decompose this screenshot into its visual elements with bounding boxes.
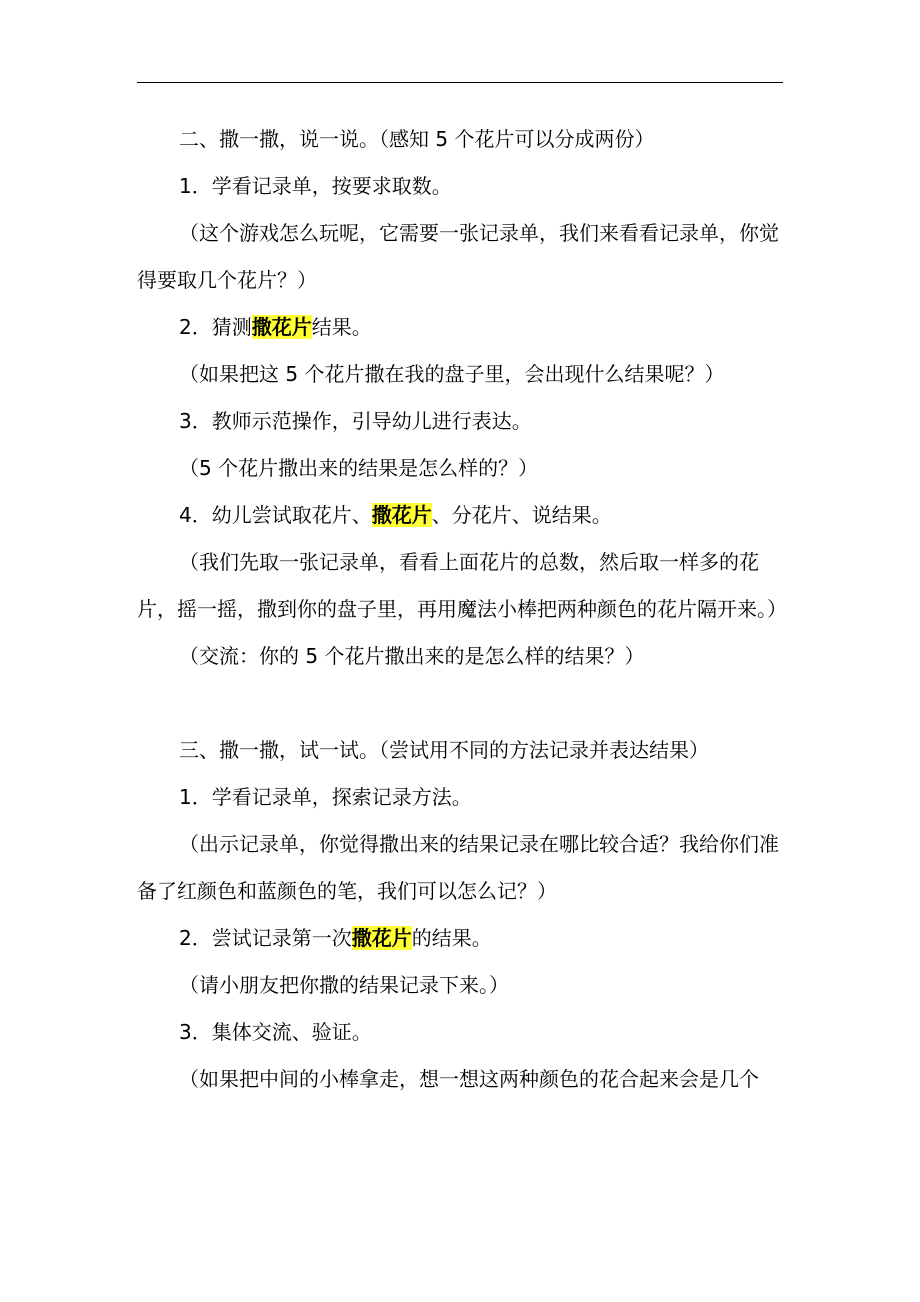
section3-note1: （出示记录单，你觉得撒出来的结果记录在哪比较合适？我给你们准备了红颜色和蓝颜色的笔，我们可以怎么记？） <box>137 832 779 903</box>
section2-note1: （这个游戏怎么玩呢，它需要一张记录单，我们来看看记录单，你觉得要取几个花片？） <box>137 221 779 292</box>
section2-item1: 1．学看记录单，按要求取数。 <box>179 174 452 198</box>
section3-item2-suffix: 的结果。 <box>411 926 492 950</box>
section2-item2 <box>137 304 787 351</box>
section2-item3: 3．教师示范操作，引导幼儿进行表达。 <box>179 409 532 433</box>
section3-item2 <box>137 915 787 962</box>
highlight-term: 撒花片 <box>251 315 312 339</box>
section2-item2-suffix: 结果。 <box>311 315 372 339</box>
section2-note3: （5 个花片撒出来的结果是怎么样的？） <box>179 456 539 480</box>
section2-note5: （交流：你的 5 个花片撒出来的是怎么样的结果？） <box>179 644 645 668</box>
section3-item1: 1．学看记录单，探索记录方法。 <box>179 785 472 809</box>
section3-heading: 三、撒一撒，试一试。（尝试用不同的方法记录并表达结果） <box>179 738 709 762</box>
highlight-term: 撒花片 <box>371 503 432 527</box>
section2-heading: 二、撒一撒，说一说。（感知 5 个花片可以分成两份） <box>179 127 655 151</box>
section2-item4 <box>137 492 787 539</box>
section3-note3: （如果把中间的小棒拿走，想一想这两种颜色的花合起来会是几个 <box>179 1067 759 1091</box>
section2-item2-prefix: 2．猜测 <box>179 315 252 339</box>
section2-note4: （我们先取一张记录单，看看上面花片的总数，然后取一样多的花片，摇一摇，撒到你的盘子里，再用魔法小棒把两种颜色的花片隔开来。） <box>137 550 787 621</box>
header-rule <box>137 82 783 83</box>
section3-item3: 3．集体交流、验证。 <box>179 1020 372 1044</box>
highlight-term: 撒花片 <box>351 926 412 950</box>
section-gap <box>137 680 787 727</box>
section2-item4-prefix: 4．幼儿尝试取花片、 <box>179 503 372 527</box>
document-body <box>137 116 787 1103</box>
section3-note2: （请小朋友把你撒的结果记录下来。） <box>179 973 509 997</box>
section2-note2: （如果把这 5 个花片撒在我的盘子里，会出现什么结果呢？） <box>179 362 725 386</box>
section2-item4-suffix: 、分花片、说结果。 <box>431 503 612 527</box>
section3-item2-prefix: 2．尝试记录第一次 <box>179 926 352 950</box>
